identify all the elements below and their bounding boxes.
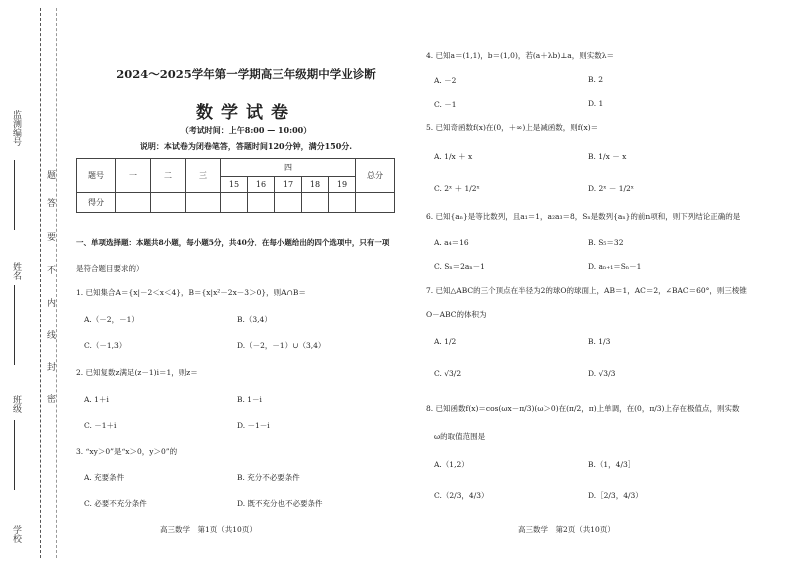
q2-option-c: C. －1＋i (84, 421, 117, 430)
q3-option-d: D. 既不充分也不必要条件 (237, 499, 323, 508)
q5-option-b: B. 1/x － x (588, 152, 627, 161)
q3-option-b: B. 充分不必要条件 (237, 473, 300, 482)
score-cell[interactable] (116, 193, 151, 213)
section-four-header: 四 (221, 159, 356, 177)
score-cell[interactable] (248, 193, 275, 213)
score-label: 得分 (77, 193, 116, 213)
seal-char: 不 (45, 265, 55, 276)
q5-option-a: A. 1/x ＋ x (434, 152, 473, 161)
seal-char: 密 (45, 394, 55, 405)
seal-char: 线 (45, 330, 55, 341)
section-one-heading-cont: 是符合题目要求的） (76, 264, 144, 273)
seal-char: 题 (45, 170, 55, 181)
class-line (14, 420, 15, 490)
q4-option-a: A. －2 (434, 76, 457, 85)
q5-stem: 5. 已知奇函数f(x)在(0，＋∞)上是减函数，则f(x)＝ (426, 123, 599, 132)
school-label: 学校 (11, 525, 21, 543)
q5-option-c: C. 2ˣ ＋ 1/2ˣ (434, 184, 480, 193)
q3-stem: 3. “xy＞0”是“x＞0，y＞0”的 (76, 447, 178, 456)
sub-question-header: 16 (248, 177, 275, 193)
section-three-header: 三 (186, 159, 221, 193)
exam-number-label: 监测编号 (11, 110, 21, 146)
score-cell[interactable] (329, 193, 356, 213)
page-footer-right: 高三数学 第2页（共10页） (518, 525, 615, 534)
q2-stem: 2. 已知复数z满足(z－1)i＝1，则z＝ (76, 368, 198, 377)
q1-option-a: A.（－2，－1） (84, 315, 139, 324)
q4-option-d: D. 1 (588, 99, 604, 108)
name-line (14, 285, 15, 365)
score-cell[interactable] (221, 193, 248, 213)
q6-option-d: D. aₙ₊₁＝Sₙ－1 (588, 262, 642, 271)
class-label: 班级 (11, 395, 21, 413)
q6-option-c: C. Sₙ＝2aₙ－1 (434, 262, 485, 271)
q1-option-d: D.（－2，－1）∪（3,4） (237, 341, 326, 350)
exam-note: 说明：本试卷为闭卷笔答，答题时间120分钟，满分150分. (139, 141, 353, 151)
q1-stem: 1. 已知集合A＝{x|－2＜x＜4}，B＝{x|x²－2x－3＞0}，则A∩B＝ (76, 288, 306, 297)
q7-option-d: D. √3/3 (588, 369, 616, 378)
exam-title: 2024～2025学年第一学期高三年级期中学业诊断 (116, 67, 376, 81)
q4-option-c: C. －1 (434, 100, 457, 109)
sub-question-header: 19 (329, 177, 356, 193)
exam-number-line (14, 160, 15, 230)
q1-option-b: B.（3,4） (237, 315, 272, 324)
score-cell[interactable] (151, 193, 186, 213)
page-footer-left: 高三数学 第1页（共10页） (160, 525, 257, 534)
section-one-heading: 一、单项选择题：本题共8小题，每小题5分，共40分．在每小题给出的四个选项中，只有一项 (76, 238, 390, 247)
q2-option-a: A. 1＋i (84, 395, 109, 404)
q8-stem: 8. 已知函数f(x)＝cos(ωx－π/3)(ω＞0)在(π/2，π)上单调，在(0，π/3)上存在极值点，则实数 (426, 404, 740, 413)
q2-option-b: B. 1－i (237, 395, 262, 404)
q7-stem: 7. 已知△ABC的三个顶点在半径为2的球O的球面上，AB＝1，AC＝2，∠BAC＝60°，则三棱锥 (426, 286, 747, 295)
q3-option-a: A. 充要条件 (84, 473, 125, 482)
q1-option-c: C.（－1,3） (84, 341, 127, 350)
score-cell[interactable] (302, 193, 329, 213)
seal-char: 答 (45, 198, 55, 209)
q8-option-d: D.［2/3，4/3） (588, 491, 643, 500)
section-one-header: 一 (116, 159, 151, 193)
name-label: 姓名 (11, 262, 21, 280)
binding-dashed-line (40, 8, 41, 558)
q7-stem-cont: O－ABC的体积为 (426, 310, 487, 319)
q8-option-b: B.（1，4/3］ (588, 460, 636, 469)
score-table (76, 158, 395, 213)
score-cell[interactable] (186, 193, 221, 213)
seal-char: 内 (45, 298, 55, 309)
binding-dashed-line-inner (56, 8, 57, 558)
q6-option-b: B. S₅＝32 (588, 238, 624, 247)
score-cell[interactable] (275, 193, 302, 213)
seal-char: 要 (45, 232, 55, 243)
q3-option-c: C. 必要不充分条件 (84, 499, 147, 508)
q8-stem-cont: ω的取值范围是 (434, 432, 486, 441)
question-number-label: 题号 (77, 159, 116, 193)
q8-option-c: C.（2/3，4/3） (434, 491, 489, 500)
q4-option-b: B. 2 (588, 75, 604, 84)
subject-title: 数学试卷 (196, 103, 296, 123)
q5-option-d: D. 2ˣ － 1/2ˣ (588, 184, 634, 193)
sub-question-header: 18 (302, 177, 329, 193)
sub-question-header: 15 (221, 177, 248, 193)
q6-stem: 6. 已知{aₙ}是等比数列，且a₁＝1，a₂a₃＝8，Sₙ是数列{aₙ}的前n项和，则下列结论正确的是 (426, 212, 741, 221)
q6-option-a: A. a₄＝16 (434, 238, 469, 247)
q8-option-a: A.（1,2） (434, 460, 469, 469)
exam-time: （考试时间：上午8:00 — 10:00） (180, 125, 312, 135)
sub-question-header: 17 (275, 177, 302, 193)
total-header: 总分 (356, 159, 395, 193)
q4-stem: 4. 已知a＝(1,1)，b＝(1,0)，若(a＋λb)⊥a，则实数λ＝ (426, 51, 615, 60)
q2-option-d: D. －1－i (237, 421, 270, 430)
seal-char: 封 (45, 362, 55, 373)
q7-option-b: B. 1/3 (588, 337, 611, 346)
score-cell[interactable] (356, 193, 395, 213)
section-two-header: 二 (151, 159, 186, 193)
q7-option-c: C. √3/2 (434, 369, 462, 378)
q7-option-a: A. 1/2 (434, 337, 457, 346)
